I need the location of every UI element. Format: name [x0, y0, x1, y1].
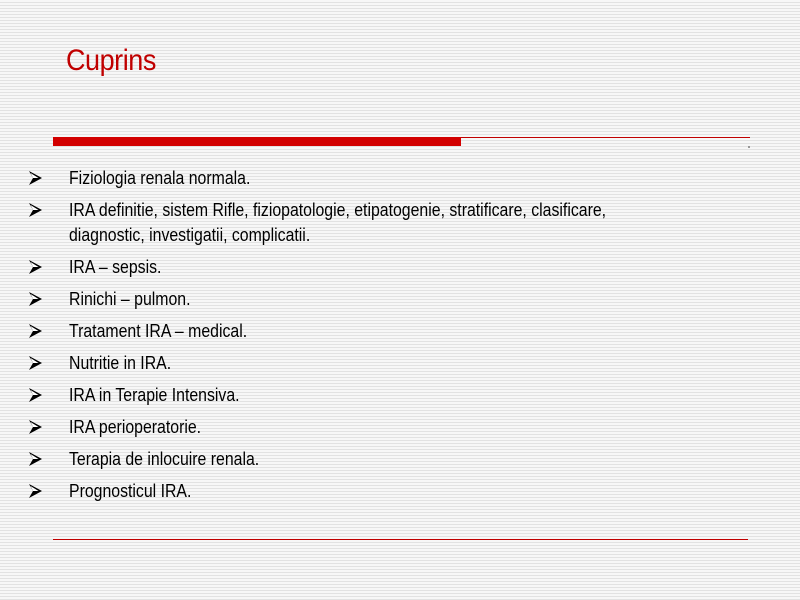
bullet-text: Tratament IRA – medical.	[69, 321, 248, 341]
bullet-text: Terapia de inlocuire renala.	[69, 449, 260, 469]
arrowhead-bullet-icon	[29, 388, 43, 402]
bullet-text: Prognosticul IRA.	[69, 481, 192, 501]
bullet-text: Fiziologia renala normala.	[69, 168, 251, 188]
bullet-text: Nutritie in IRA.	[69, 353, 172, 373]
arrowhead-bullet-icon	[29, 292, 43, 306]
arrowhead-bullet-icon	[29, 420, 43, 434]
bullet-list	[26, 166, 726, 511]
bullet-item	[26, 383, 726, 408]
bullet-item	[26, 166, 726, 191]
arrowhead-bullet-icon	[29, 484, 43, 498]
slide-title: Cuprins	[66, 44, 156, 77]
bullet-text: Rinichi – pulmon.	[69, 289, 191, 309]
arrowhead-bullet-icon	[29, 203, 43, 217]
bullet-text: IRA perioperatorie.	[69, 417, 202, 437]
bullet-item	[26, 415, 726, 440]
bullet-item	[26, 447, 726, 472]
footer-divider	[53, 539, 748, 540]
bullet-item	[26, 287, 726, 312]
bullet-text: IRA definitie, sistem Rifle, fiziopatologie, etipatogenie, stratificare, clasificare, diagnostic, investigatii, complicatii.	[69, 200, 607, 245]
arrowhead-bullet-icon	[29, 324, 43, 338]
bullet-item	[26, 479, 726, 504]
bullet-text: IRA in Terapie Intensiva.	[69, 385, 240, 405]
arrowhead-bullet-icon	[29, 260, 43, 274]
arrowhead-bullet-icon	[29, 356, 43, 370]
bullet-item	[26, 198, 726, 248]
arrowhead-bullet-icon	[29, 452, 43, 466]
bullet-item	[26, 255, 726, 280]
divider-end-mark	[748, 146, 750, 148]
bullet-item	[26, 319, 726, 344]
bullet-item	[26, 351, 726, 376]
bullet-text: IRA – sepsis.	[69, 257, 162, 277]
title-divider-thick	[53, 137, 461, 146]
arrowhead-bullet-icon	[29, 171, 43, 185]
